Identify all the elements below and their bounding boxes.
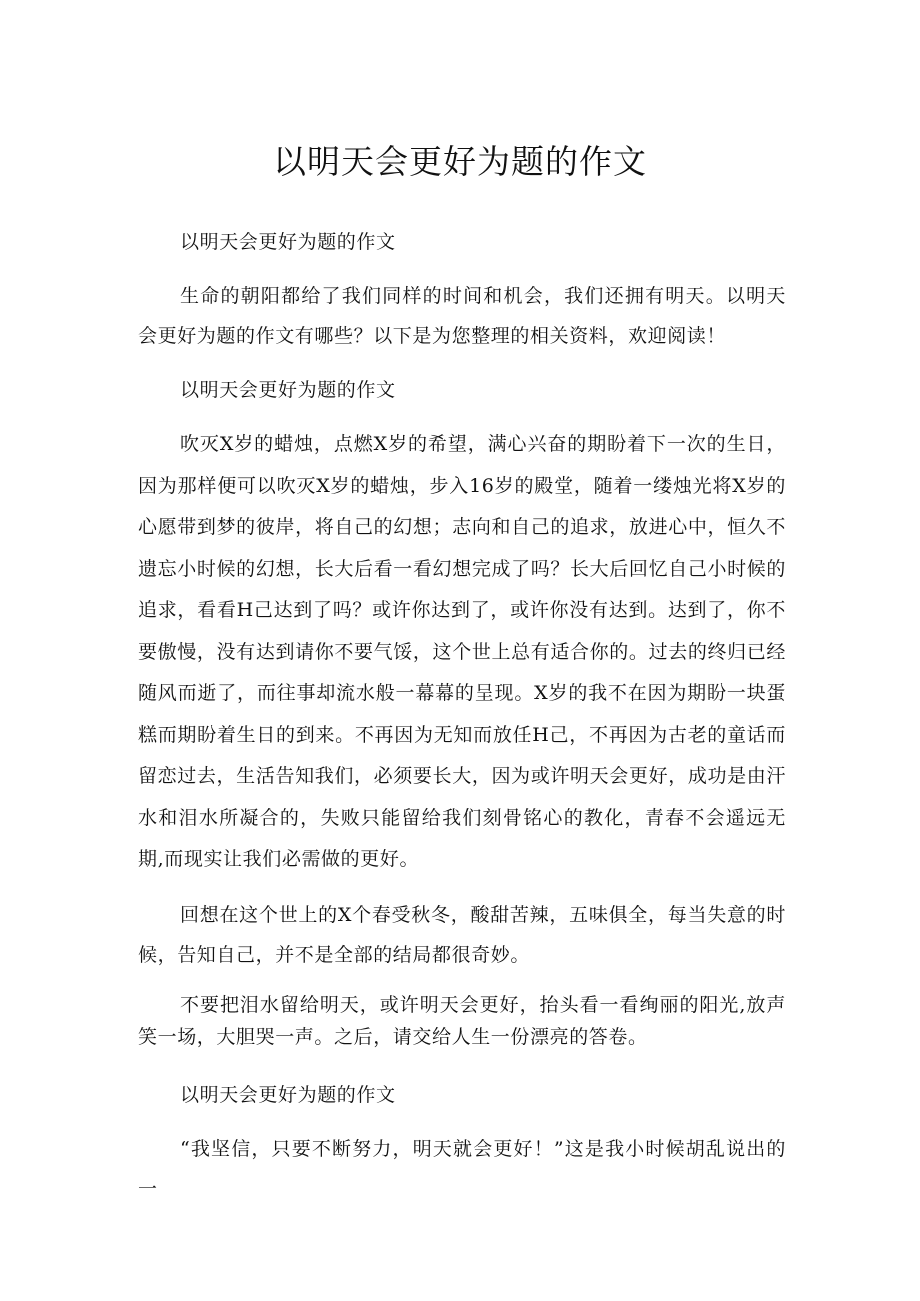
section-heading: 以明天会更好为题的作文	[180, 231, 396, 253]
essay-paragraph: 不要把泪水留给明天，或许明天会更好，抬头看一看绚丽的阳光,放声笑一场，大胆哭一声。之后，请交给人生一份漂亮的答卷。	[138, 993, 786, 1048]
document-body	[138, 222, 786, 1223]
essay-paragraph: “我坚信，只要不断努力，明天就会更好！”这是我小时候胡乱说出的一	[138, 1137, 786, 1200]
essay-paragraph: 吹灭X岁的蜡烛，点燃X岁的希望，满心兴奋的期盼着下一次的生日，因为那样便可以吹灭X岁的蜡烛，步入16岁的殿堂，随着一缕烛光将X岁的心愿带到梦的彼岸，将自己的幻想；志向和自己的追求，放进心中，恒久不遗忘小时候的幻想，长大后看一看幻想完成了吗？长大后回忆自己小时候的追求，看看H己达到了吗？或许你达到了，或许你没有达到。达到了，你不要傲慢，没有达到请你不要气馁，这个世上总有适合你的。过去的终归已经随风而逝了，而往事却流水般一幕幕的呈现。X岁的我不在因为期盼一块蛋糕而期盼着生日的到来。不再因为无知而放任H己，不再因为古老的童话而留恋过去，生活告知我们，必须要长大，因为或许明天会更好，成功是由汗水和泪水所凝合的，失败只能留给我们刻骨铭心的教化，青春不会遥远无期,而现实让我们必需做的更好。	[138, 433, 786, 870]
section-heading: 以明天会更好为题的作文	[180, 379, 396, 401]
document-title: 以明天会更好为题的作文	[273, 142, 647, 181]
essay-paragraph: 回想在这个世上的X个春受秋冬，酸甜苦辣，五味俱全，每当失意的时候，告知自己，并不是全部的结局都很奇妙。	[138, 903, 786, 966]
section-heading: 以明天会更好为题的作文	[180, 1083, 396, 1106]
intro-paragraph: 生命的朝阳都给了我们同样的时间和机会，我们还拥有明天。以明天会更好为题的作文有哪些？以下是为您整理的相关资料，欢迎阅读！	[138, 285, 786, 347]
